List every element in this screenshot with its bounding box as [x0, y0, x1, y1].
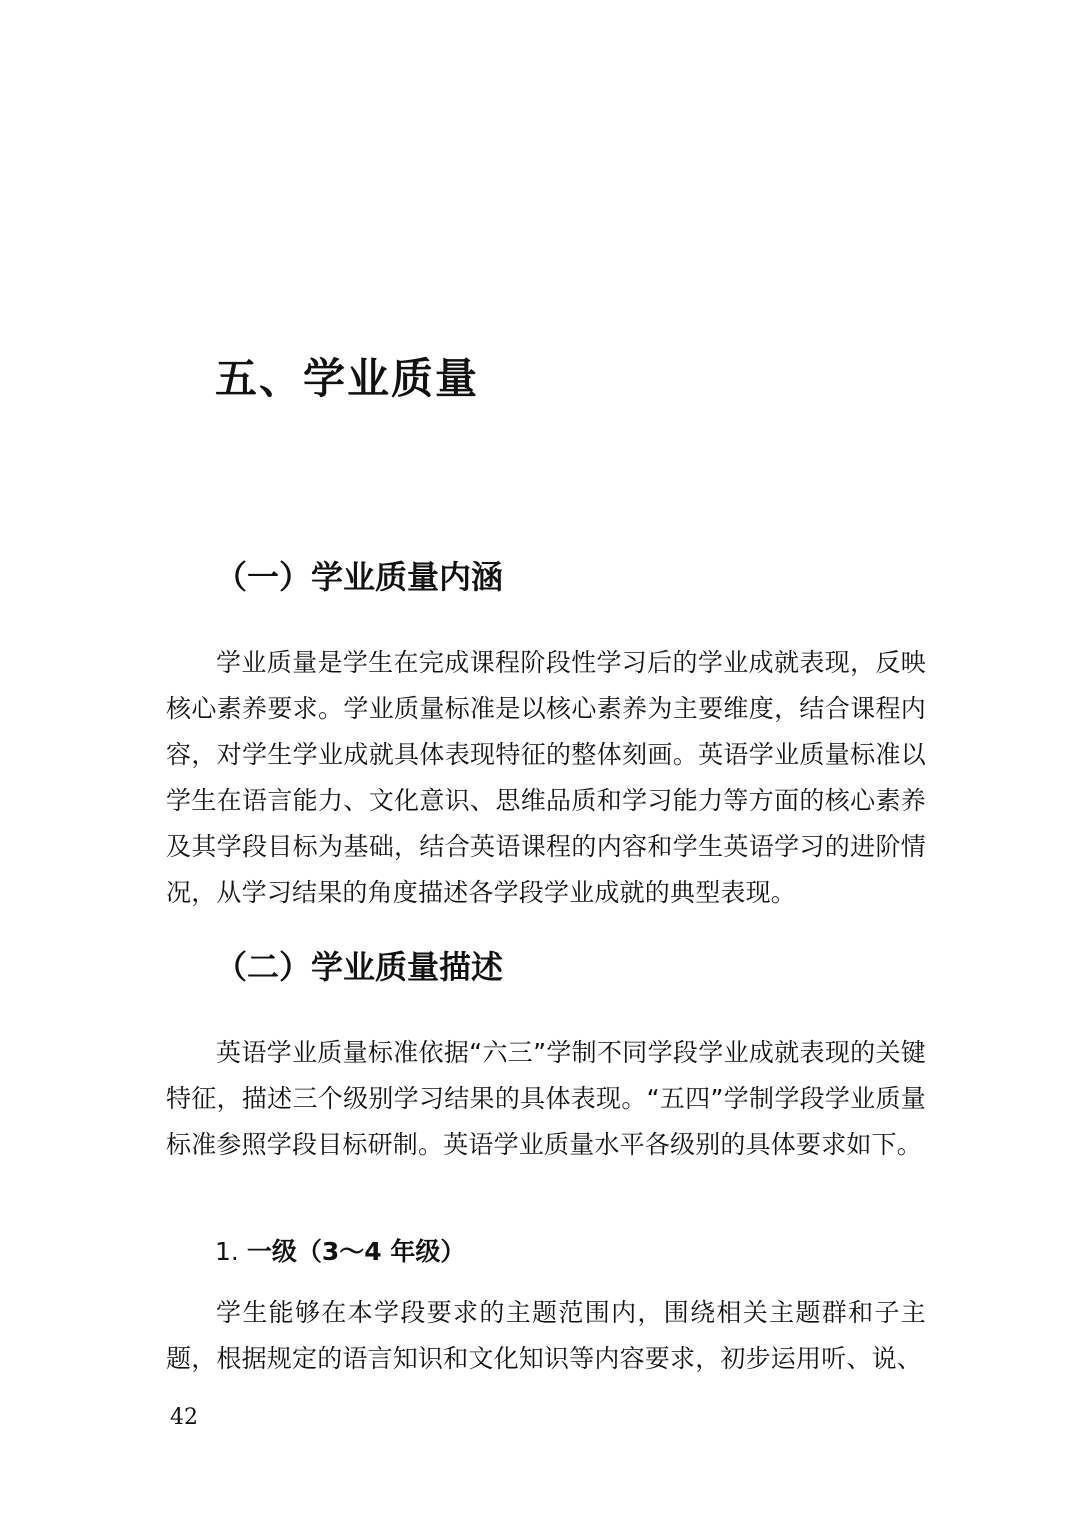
page-number: 42 [170, 1405, 198, 1430]
level-1-grade: （3～4 年级） [296, 1237, 466, 1266]
level-1-label: 一级 [246, 1237, 297, 1266]
chapter-title: 五、学业质量 [215, 354, 480, 403]
section-title-1: （一）学业质量内涵 [215, 558, 504, 596]
section-title-2: （二）学业质量描述 [215, 948, 504, 986]
level-1-number: 1. [215, 1237, 247, 1266]
level-1-paragraph: 学生能够在本学段要求的主题范围内，围绕相关主题群和子主题，根据规定的语言知识和文化知识等内容要求，初步运用听、说、 [166, 1298, 926, 1373]
section-2-paragraph: 英语学业质量标准依据“六三”学制不同学段学业成就表现的关键特征，描述三个级别学习结果的具体表现。“五四”学制学段学业质量标准参照学段目标研制。英语学业质量水平各级别的具体要求如下。 [166, 1038, 926, 1159]
section-1-paragraph: 学业质量是学生在完成课程阶段性学习后的学业成就表现，反映核心素养要求。学业质量标准是以核心素养为主要维度，结合课程内容，对学生学业成就具体表现特征的整体刻画。英语学业质量标准以学生在语言能力、文化意识、思维品质和学习能力等方面的核心素养及其学段目标为基础，结合英语课程的内容和学生英语学习的进阶情况，从学习结果的角度描述各学段学业成就的典型表现。 [166, 648, 926, 907]
level-1-heading [215, 1234, 465, 1270]
